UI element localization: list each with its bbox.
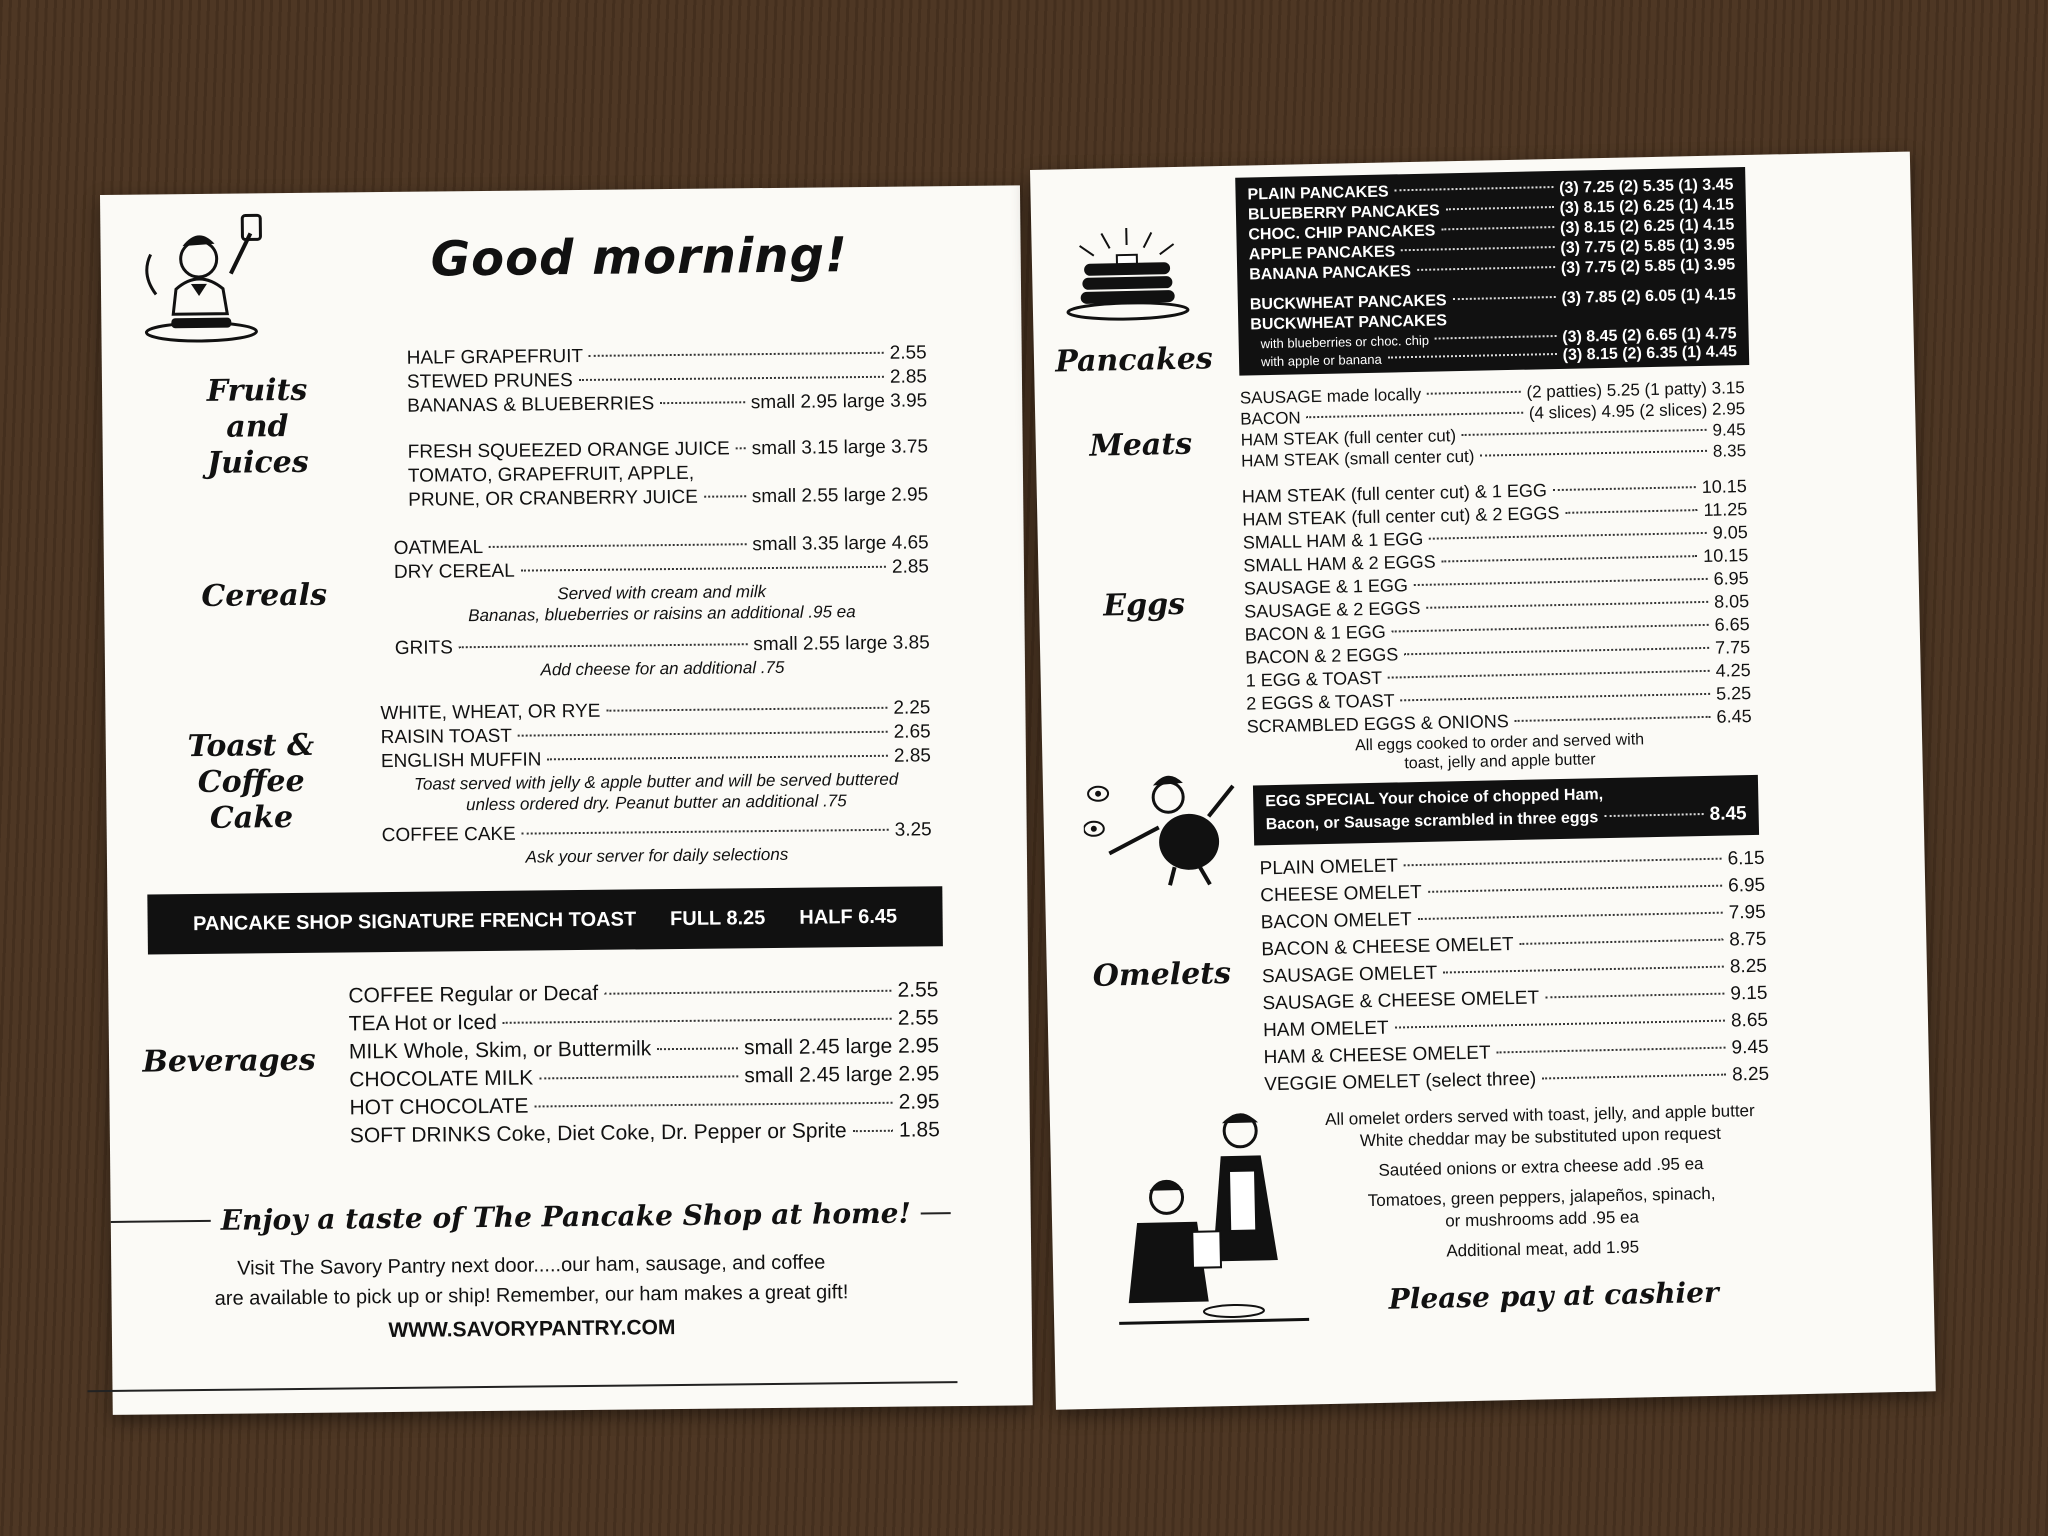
menu-right-page (1030, 152, 1936, 1410)
enjoy-heading (111, 1196, 951, 1238)
item-price: (3) 7.25 (2) 5.35 (1) 3.45 (1559, 176, 1734, 197)
enjoy-text: Enjoy a taste of The Pancake Shop at home! (220, 1196, 911, 1237)
item-price: small 3.15 large 3.75 (751, 436, 929, 460)
egg-special-line: EGG SPECIAL Your choice of chopped Ham, (1265, 786, 1604, 811)
menu-item (408, 483, 928, 512)
eggs-note: All eggs cooked to order and served with toast, jelly and apple butter (1354, 731, 1645, 773)
visit-line: Visit The Savory Pantry next door.....our ham, sausage, and coffee (237, 1251, 826, 1280)
fruits-list (407, 341, 929, 512)
item-name: BUCKWHEAT PANCAKES (1249, 292, 1447, 314)
item-price: 2.85 (889, 366, 928, 388)
item-name: COFFEE Regular or Decaf (348, 981, 599, 1008)
item-price: (3) 8.15 (2) 6.25 (1) 4.15 (1559, 196, 1735, 217)
section-fruits-label: Fruits and Juices (206, 372, 309, 481)
item-price: small 2.55 large 2.95 (751, 484, 929, 508)
menu-left-page (100, 185, 1033, 1415)
omelet-notes (1280, 1099, 1803, 1266)
item-price: 9.15 (1730, 982, 1768, 1005)
item-name: CHOC. CHIP PANCAKES (1248, 222, 1436, 244)
item-price: 2.55 (897, 1006, 939, 1030)
item-name: CHOCOLATE MILK (349, 1066, 534, 1092)
item-name: 1 EGG & TOAST (1245, 667, 1383, 691)
item-name: HAM & CHEESE OMELET (1263, 1042, 1491, 1069)
item-name: HAM STEAK (full center cut) (1240, 426, 1457, 450)
item-price: (3) 8.15 (2) 6.35 (1) 4.45 (1562, 343, 1738, 364)
item-name: SOFT DRINKS Coke, Diet Coke, Dr. Pepper or Sprite (349, 1119, 847, 1148)
item-name: BACON & 2 EGGS (1245, 644, 1399, 668)
item-price: 9.45 (1712, 420, 1746, 440)
item-name: with apple or banana (1260, 351, 1382, 370)
item-price: 6.65 (1714, 614, 1750, 635)
section-pancakes-title: Pancakes (1054, 341, 1214, 380)
item-name: BACON & CHEESE OMELET (1261, 934, 1514, 961)
item-name: TEA Hot or Iced (348, 1010, 498, 1036)
section-omelets-title: Omelets (1092, 955, 1232, 994)
chef-with-eggs-icon (1083, 765, 1255, 889)
item-price: 10.15 (1702, 545, 1749, 566)
cereals-note: Served with cream and milk (557, 582, 767, 604)
item-name: HAM STEAK (small center cut) (1240, 446, 1475, 471)
meats-list (1240, 377, 1747, 472)
item-price: 10.15 (1701, 476, 1747, 497)
omelet-note: or mushrooms add .95 ea (1445, 1207, 1640, 1231)
signature-label: PANCAKE SHOP SIGNATURE FRENCH TOAST (193, 907, 637, 935)
item-name: BACON & 1 EGG (1244, 621, 1387, 645)
item-price: 7.75 (1714, 637, 1751, 658)
item-name: SAUSAGE OMELET (1261, 962, 1438, 988)
item-name: BACON OMELET (1260, 909, 1412, 934)
item-price: 2.85 (893, 745, 932, 767)
item-price: 2.55 (897, 978, 939, 1002)
item-price: 8.75 (1729, 928, 1767, 951)
toast-list (380, 696, 932, 869)
cereals-note: Bananas, blueberries or raisins an additional .95 ea (468, 602, 856, 626)
item-price: small 2.45 large 2.95 (744, 1062, 940, 1088)
item-name: WHITE, WHEAT, OR RYE (380, 700, 601, 725)
item-price: 9.45 (1731, 1036, 1769, 1059)
item-name: OATMEAL (393, 537, 484, 559)
item-price: small 2.55 large 3.85 (753, 632, 930, 656)
item-name: VEGGIE OMELET (select three) (1263, 1068, 1537, 1096)
item-name: PRUNE, OR CRANBERRY JUICE (408, 486, 698, 511)
signature-full-price: FULL 8.25 (669, 906, 766, 930)
item-name: BANANA PANCAKES (1249, 263, 1412, 284)
item-price: small 2.45 large 2.95 (743, 1034, 940, 1060)
item-price: 6.45 (1716, 706, 1752, 727)
pay-at-cashier: Please pay at cashier (1388, 1275, 1720, 1316)
item-name: STEWED PRUNES (406, 370, 573, 393)
pancake-stack-icon (1061, 222, 1193, 325)
item-price: 6.15 (1727, 847, 1765, 870)
cereals-list (394, 531, 930, 682)
item-price: 3.25 (894, 819, 932, 841)
buckwheat-title: BUCKWHEAT PANCAKES (1250, 312, 1448, 334)
item-price: 6.95 (1713, 568, 1749, 589)
item-price: small 3.35 large 4.65 (752, 532, 929, 556)
item-price: (3) 7.75 (2) 5.85 (1) 3.95 (1560, 236, 1735, 257)
item-price: 8.65 (1730, 1009, 1769, 1032)
item-price: 2.65 (893, 721, 931, 743)
section-beverages-title: Beverages (142, 1042, 316, 1080)
item-name: SCRAMBLED EGGS & ONIONS (1246, 711, 1509, 737)
item-price: 4.25 (1715, 660, 1751, 681)
coffee-cake-note: Ask your server for daily selections (525, 844, 789, 867)
item-name: SAUSAGE & 1 EGG (1243, 575, 1409, 599)
item-name: SMALL HAM & 2 EGGS (1243, 551, 1436, 576)
item-price: 8.25 (1729, 955, 1768, 978)
item-price: 8.45 (1709, 803, 1747, 825)
item-name: APPLE PANCAKES (1248, 243, 1396, 264)
item-name: HAM STEAK (full center cut) & 1 EGG (1241, 480, 1548, 507)
chef-flipping-pancakes-icon (130, 213, 271, 344)
signature-banner (147, 886, 943, 954)
item-name: TOMATO, GRAPEFRUIT, APPLE, (407, 462, 695, 487)
section-eggs-title: Eggs (1102, 586, 1186, 624)
section-cereals-title: Cereals (201, 577, 328, 614)
footer-divider (88, 1381, 958, 1392)
website-link[interactable]: WWW.SAVORYPANTRY.COM (388, 1316, 676, 1343)
item-price: (4 slices) 4.95 (2 slices) 2.95 (1528, 399, 1746, 423)
visit-line: are available to pick up or ship! Remember, our ham makes a great gift! (214, 1281, 849, 1310)
eggs-list (1242, 475, 1753, 777)
omelet-note: Tomatoes, green peppers, jalapeños, spinach, (1367, 1183, 1716, 1211)
item-name: PLAIN OMELET (1259, 855, 1399, 880)
item-price: (3) 8.15 (2) 6.25 (1) 4.15 (1559, 216, 1735, 237)
item-price: (3) 8.45 (2) 6.65 (1) 4.75 (1562, 325, 1737, 346)
egg-special-box (1253, 775, 1759, 846)
page-title: Good morning! (430, 227, 849, 288)
item-price: 1.85 (898, 1118, 940, 1142)
item-name: CHEESE OMELET (1260, 881, 1422, 907)
item-price: 8.35 (1712, 441, 1747, 461)
item-name: 2 EGGS & TOAST (1246, 690, 1395, 714)
grits-note: Add cheese for an additional .75 (540, 657, 785, 680)
item-name: Bacon, or Sausage scrambled in three eggs (1265, 809, 1599, 834)
pancakes-box (1235, 167, 1749, 376)
omelets-list (1259, 845, 1769, 1099)
item-price: 2.25 (893, 697, 931, 719)
item-name: with blueberries or choc. chip (1260, 332, 1430, 352)
item-price: 9.05 (1712, 522, 1748, 543)
item-name: FRESH SQUEEZED ORANGE JUICE (407, 438, 730, 463)
item-name: GRITS (394, 637, 453, 659)
item-name: SMALL HAM & 1 EGG (1242, 528, 1424, 553)
item-name: SAUSAGE made locally (1239, 384, 1422, 408)
item-price: 2.95 (898, 1090, 940, 1114)
item-name: BLUEBERRY PANCAKES (1247, 202, 1440, 224)
item-name: COFFEE CAKE (381, 823, 516, 847)
item-price: small 2.95 large 3.95 (750, 390, 928, 414)
section-toast-title: Toast & Coffee Cake (187, 727, 315, 836)
item-price: 8.05 (1713, 591, 1750, 612)
item-price: 7.95 (1728, 901, 1766, 924)
item-name: RAISIN TOAST (380, 725, 513, 749)
item-name: BANANAS & BLUEBERRIES (407, 393, 655, 417)
section-fruits-title (197, 373, 318, 482)
item-price: 2.85 (891, 556, 930, 578)
item-name: SAUSAGE & CHEESE OMELET (1262, 987, 1540, 1015)
omelet-note: Sautéed onions or extra cheese add .95 ea (1378, 1154, 1704, 1180)
signature-half-price: HALF 6.45 (799, 905, 898, 929)
item-price: (3) 7.75 (2) 5.85 (1) 3.95 (1560, 256, 1736, 277)
visit-text (111, 1246, 952, 1349)
item-name: PLAIN PANCAKES (1247, 183, 1389, 204)
item-price: 2.55 (889, 342, 927, 364)
item-name: SAUSAGE & 2 EGGS (1244, 597, 1421, 622)
omelet-note: White cheddar may be substituted upon request (1359, 1123, 1722, 1151)
item-name: HAM STEAK (full center cut) & 2 EGGS (1242, 502, 1560, 530)
item-name: HAM OMELET (1262, 1017, 1389, 1042)
item-price: (3) 7.85 (2) 6.05 (1) 4.15 (1561, 286, 1736, 307)
item-name: HOT CHOCOLATE (349, 1094, 529, 1120)
item-name: BACON (1240, 408, 1301, 429)
item-price: 6.95 (1727, 874, 1766, 897)
menu-item (350, 1116, 940, 1150)
item-price: 5.25 (1715, 683, 1752, 704)
item-price: (2 patties) 5.25 (1 patty) 3.15 (1526, 378, 1745, 402)
item-name: HALF GRAPEFRUIT (406, 345, 584, 369)
item-name: DRY CEREAL (393, 560, 515, 583)
item-price: 11.25 (1703, 499, 1748, 520)
beverages-list (348, 976, 940, 1150)
omelet-note: All omelet orders served with toast, jelly, and apple butter (1324, 1101, 1755, 1130)
item-price: 8.25 (1731, 1063, 1770, 1086)
toast-note: Toast served with jelly & apple butter and will be served buttered unless ordered dry. Peanut butter an additional .75 (414, 769, 899, 815)
section-meats-title: Meats (1089, 426, 1193, 464)
item-name: ENGLISH MUFFIN (380, 749, 542, 773)
item-name: MILK Whole, Skim, or Buttermilk (348, 1037, 652, 1064)
omelet-note: Additional meat, add 1.95 (1446, 1237, 1640, 1261)
